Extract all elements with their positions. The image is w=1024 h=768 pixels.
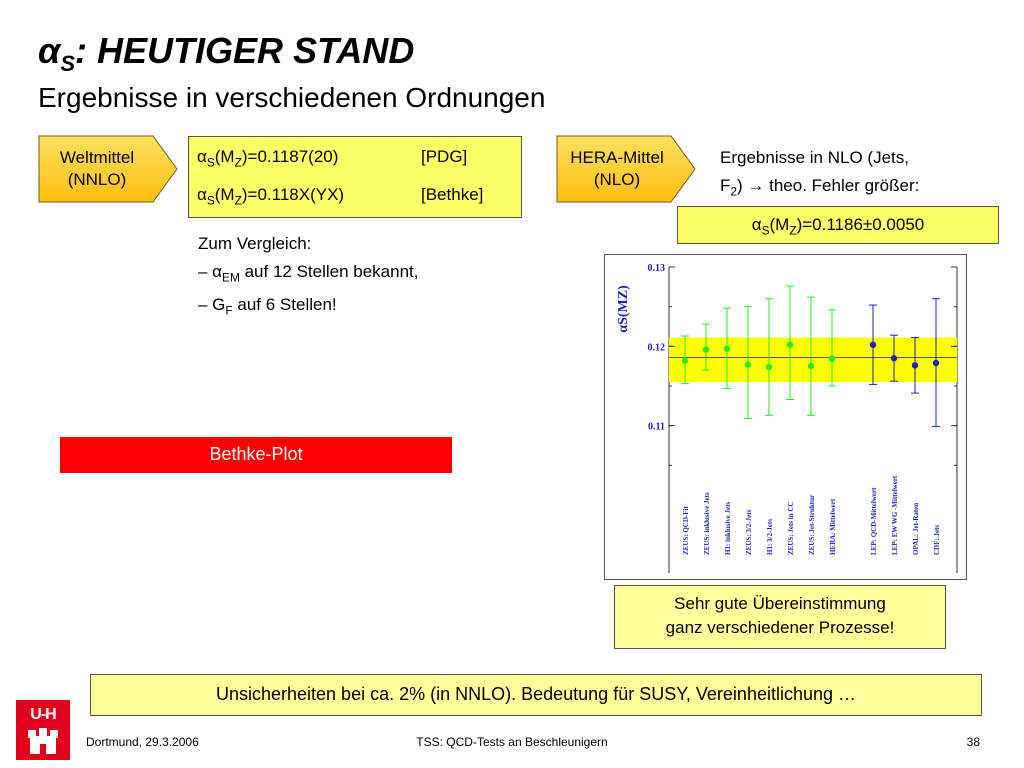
- hera-value-box: [677, 206, 999, 244]
- footer-page: 38: [966, 735, 980, 749]
- bethke-plot-label: Bethke-Plot: [209, 444, 303, 464]
- category-label: LEP: QCD-Mittelwert: [870, 487, 878, 555]
- title-text: : HEUTIGER STAND: [75, 30, 415, 71]
- data-point: [829, 356, 835, 362]
- comparison-gf: – $G_F$ auf 6 Stellen!: [198, 295, 337, 318]
- bethke-plot-button[interactable]: [60, 437, 452, 473]
- comparison-em: – $\alpha_{EM}$ auf 12 Stellen bekannt,: [198, 262, 419, 285]
- weltmittel-arrow: [38, 135, 178, 203]
- category-label: ZEUS: Jets in CC: [787, 501, 795, 555]
- y-tick-label: 0.13: [647, 263, 665, 274]
- agreement-text: [615, 592, 945, 640]
- category-label: ZEUS: Jet-Struktur: [808, 494, 816, 555]
- data-point: [870, 342, 876, 348]
- nlo-note-line1: Ergebnisse in NLO (Jets,: [720, 148, 909, 167]
- uhh-logo: [16, 700, 70, 760]
- y-tick-label: 0.11: [648, 421, 665, 433]
- weltmittel-line2: (NNLO): [67, 170, 127, 189]
- category-label: LEP: EW WG -Mittelwert: [891, 475, 899, 555]
- data-point: [933, 360, 939, 366]
- bottom-note-box: [90, 674, 982, 716]
- alphas-chart: [605, 255, 966, 579]
- data-point: [891, 355, 897, 361]
- data-point: [912, 362, 918, 368]
- footer-title: TSS: QCD-Tests an Beschleunigern: [416, 735, 608, 749]
- data-point: [703, 346, 709, 352]
- y-tick-label: 0.12: [647, 342, 665, 354]
- footer-date: Dortmund, 29.3.2006: [86, 735, 199, 749]
- weltmittel-label: [38, 147, 156, 191]
- alpha-symbol: α: [38, 30, 61, 71]
- hera-line2: (NLO): [593, 170, 641, 189]
- category-label: ZEUS: 3/2-Jets: [745, 509, 753, 555]
- data-point: [745, 361, 751, 367]
- agreement-line2: ganz verschiedener Prozesse!: [665, 618, 895, 637]
- category-label: HERA: Mittelwert: [829, 498, 837, 555]
- alpha-subscript: S: [60, 51, 76, 77]
- comparison-text: [198, 230, 538, 325]
- pdg-box: [188, 136, 522, 218]
- nlo-note: [720, 144, 1010, 205]
- agreement-box: [614, 585, 946, 649]
- category-label: OPAL: Jet-Raten: [912, 502, 920, 555]
- data-point: [682, 357, 688, 363]
- bethke-ref: [Bethke]: [421, 185, 484, 204]
- castle-icon: [16, 700, 70, 760]
- hera-label: [556, 147, 678, 191]
- weltmittel-line1: Weltmittel: [59, 148, 135, 167]
- category-label: H1: inklusive Jets: [724, 501, 732, 555]
- y-axis-label: αS(MZ): [616, 285, 631, 333]
- category-label: ZEUS: QCD-Fit: [682, 506, 690, 555]
- category-label: CDF: Jets: [933, 524, 941, 555]
- category-label: ZEUS: inklusive Jets: [703, 492, 711, 555]
- agreement-line1: Sehr gute Übereinstimmung: [674, 594, 886, 613]
- data-point: [766, 364, 772, 370]
- hera-value: $\alpha_S(M_Z)=0.1186\pm 0.0050$: [751, 215, 925, 238]
- slide-title: [38, 30, 414, 77]
- uhh-logo-text: U-H: [30, 706, 56, 723]
- average-band: [669, 338, 957, 382]
- hera-arrow: [556, 135, 696, 203]
- hera-line1: HERA-Mittel: [570, 148, 664, 167]
- bethke-row: $\alpha_S(M_Z)=0.118X(YX)$: [197, 185, 345, 208]
- comparison-heading: Zum Vergleich:: [198, 234, 312, 253]
- category-label: H1: 3/2-Jets: [766, 519, 774, 555]
- bottom-note: Unsicherheiten bei ca. 2% (in NNLO). Bedeutung für SUSY, Vereinheitlichung …: [215, 684, 857, 704]
- pdg-row1: $\alpha_S(M_Z)=0.1187(20)$: [197, 147, 339, 170]
- data-point: [787, 342, 793, 348]
- pdg-ref: [PDG]: [421, 147, 468, 166]
- alphas-chart-frame: [604, 254, 967, 580]
- nlo-note-line2: $F_2$) → theo. Fehler größer:: [720, 176, 920, 199]
- data-point: [808, 363, 814, 369]
- data-point: [724, 346, 730, 352]
- slide-subtitle: Ergebnisse in verschiedenen Ordnungen: [38, 82, 546, 113]
